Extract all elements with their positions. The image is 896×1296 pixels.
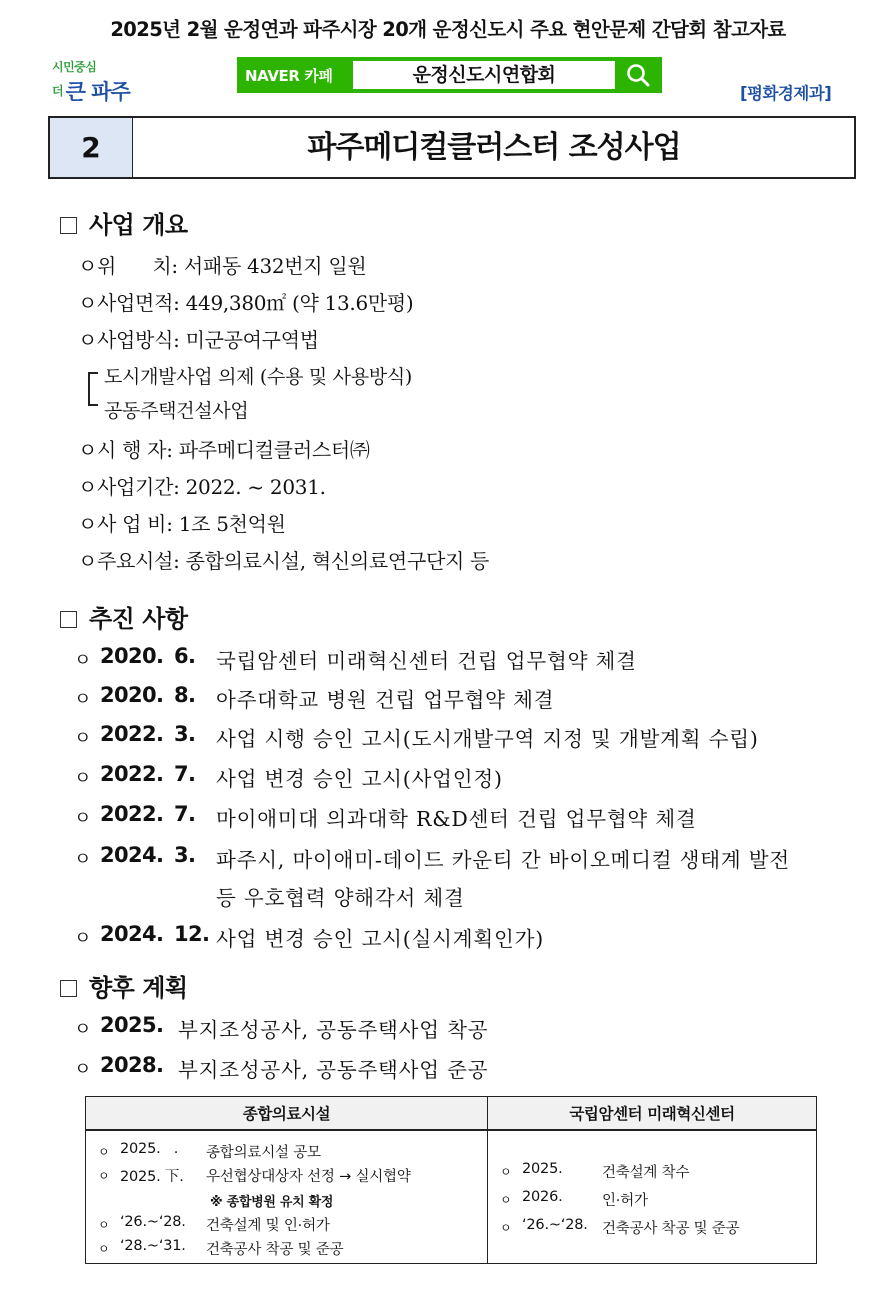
schedule-table [85,1096,817,1264]
progress-month: 3. [174,843,196,867]
naver-cafe-banner[interactable] [237,57,662,93]
progress-text-continued: 등 우호협력 양해각서 체결 [216,886,465,910]
progress-month: 7. [174,802,196,826]
table-row: ㅇ 2025. 건축설계 착수 [500,1161,690,1181]
bullet-circle-icon: ㅇ [74,728,92,749]
bullet-circle-icon: ㅇ [98,1218,110,1232]
bullet-circle-icon: ㅇ [500,1221,512,1235]
table-header-cancer-center: 국립암센터 미래혁신센터 [488,1097,817,1131]
search-icon[interactable] [625,62,651,88]
bullet-circle-icon: ㅇ [74,689,92,710]
naver-cafe-label: NAVER 카페 [245,67,333,85]
paju-logo [52,58,152,102]
overview-item-cost: ㅇ사 업 비: 1조 5천억원 [78,512,286,536]
bullet-circle-icon: ㅇ [74,808,92,829]
bullet-circle-icon: ㅇ [98,1169,110,1183]
progress-month: 8. [174,683,196,707]
bullet-circle-icon: ㅇ [74,849,92,870]
progress-month: 6. [174,644,196,668]
future-text: 부지조성공사, 공동주택사업 준공 [178,1058,489,1082]
logo-tagline: 시민중심 [52,60,97,74]
progress-text: 사업 시행 승인 고시(도시개발구역 지정 및 개발계획 수립) [216,727,759,751]
sub-method-1: 도시개발사업 의제 (수용 및 사용방식) [104,366,412,388]
table-header-hospital: 종합의료시설 [86,1097,488,1131]
progress-year: 2022. [100,722,164,746]
progress-text: 마이애미대 의과대학 R&D센터 건립 업무협약 체결 [216,807,697,831]
progress-text: 파주시, 마이애미-데이드 카운티 간 바이오메디컬 생태계 발전 [216,848,791,872]
progress-text: 아주대학교 병원 건립 업무협약 체결 [216,688,555,712]
hospital-schedule-cell [86,1130,488,1264]
bullet-circle-icon: ㅇ [98,1145,110,1159]
checkbox-square-icon [60,217,77,234]
progress-month: 7. [174,762,196,786]
logo-main [52,76,130,106]
logo-main-text: 큰 파주 [65,80,130,104]
progress-year: 2020. [100,683,164,707]
overview-heading: 사업 개요 [60,205,188,240]
future-year: 2025. [100,1013,164,1037]
title-box [48,116,856,179]
overview-item-facilities: ㅇ주요시설: 종합의료시설, 혁신의료연구단지 등 [78,549,490,573]
overview-item-location: ㅇ위 치: 서패동 432번지 일원 [78,254,367,278]
progress-year: 2022. [100,762,164,786]
table-row: ㅇ ‘26.~‘28. 건축공사 착공 및 준공 [500,1217,740,1237]
bullet-circle-icon: ㅇ [74,768,92,789]
progress-month: 12. [174,922,210,946]
method-bracket [88,372,98,406]
bullet-circle-icon: ㅇ [98,1242,110,1256]
progress-text: 사업 변경 승인 고시(실시계획인가) [216,927,544,951]
future-heading: 향후 계획 [60,968,188,1003]
checkbox-square-icon [60,980,77,997]
table-row: ㅇ 2026. 인·허가 [500,1189,648,1209]
page-title: 파주메디컬클러스터 조성사업 [307,130,681,165]
progress-text: 국립암센터 미래혁신센터 건립 업무협약 체결 [216,649,637,673]
checkbox-square-icon [60,611,77,628]
document-title: 2025년 2월 운정연과 파주시장 20개 운정신도시 주요 현안문제 간담회 참고자료 [110,18,786,41]
overview-item-operator: ㅇ시 행 자: 파주메디컬클러스터㈜ [78,438,370,462]
progress-heading: 추진 사항 [60,599,188,634]
future-year: 2028. [100,1053,164,1077]
bullet-circle-icon: ㅇ [74,650,92,671]
progress-month: 3. [174,722,196,746]
bullet-circle-icon: ㅇ [74,1019,92,1040]
progress-year: 2024. [100,843,164,867]
cancer-center-schedule-cell [488,1130,817,1264]
progress-year: 2020. [100,644,164,668]
table-row: ㅇ 2025. 下. 우선협상대상자 선정 → 실시협약 [98,1169,411,1185]
bullet-circle-icon: ㅇ [500,1165,512,1179]
table-row: ㅇ ‘26.~‘28. 건축설계 및 인·허가 [98,1214,330,1234]
table-row: ㅇ 2025. . 종합의료시설 공모 [98,1141,321,1161]
bullet-circle-icon: ㅇ [74,1059,92,1080]
future-text: 부지조성공사, 공동주택사업 착공 [178,1018,489,1042]
cafe-name: 운정신도시연합회 [353,61,615,89]
sub-method-2: 공동주택건설사업 [104,400,249,422]
progress-year: 2022. [100,802,164,826]
progress-text: 사업 변경 승인 고시(사업인정) [216,767,503,791]
logo-small-text: 더 [52,84,63,98]
bullet-circle-icon: ㅇ [500,1193,512,1207]
progress-year: 2024. [100,922,164,946]
section-number: 2 [50,118,133,177]
table-row: ㅇ ‘28.~‘31. 건축공사 착공 및 준공 [98,1238,344,1258]
bullet-circle-icon: ㅇ [74,928,92,949]
overview-item-method: ㅇ사업방식: 미군공여구역법 [78,328,319,352]
overview-item-area: ㅇ사업면적: 449,380㎡ (약 13.6만평) [78,291,414,315]
overview-item-period: ㅇ사업기간: 2022. ~ 2031. [78,475,326,499]
department-label: [평화경제과] [740,84,832,103]
table-note: ※ 종합병원 유치 확정 [210,1195,334,1210]
